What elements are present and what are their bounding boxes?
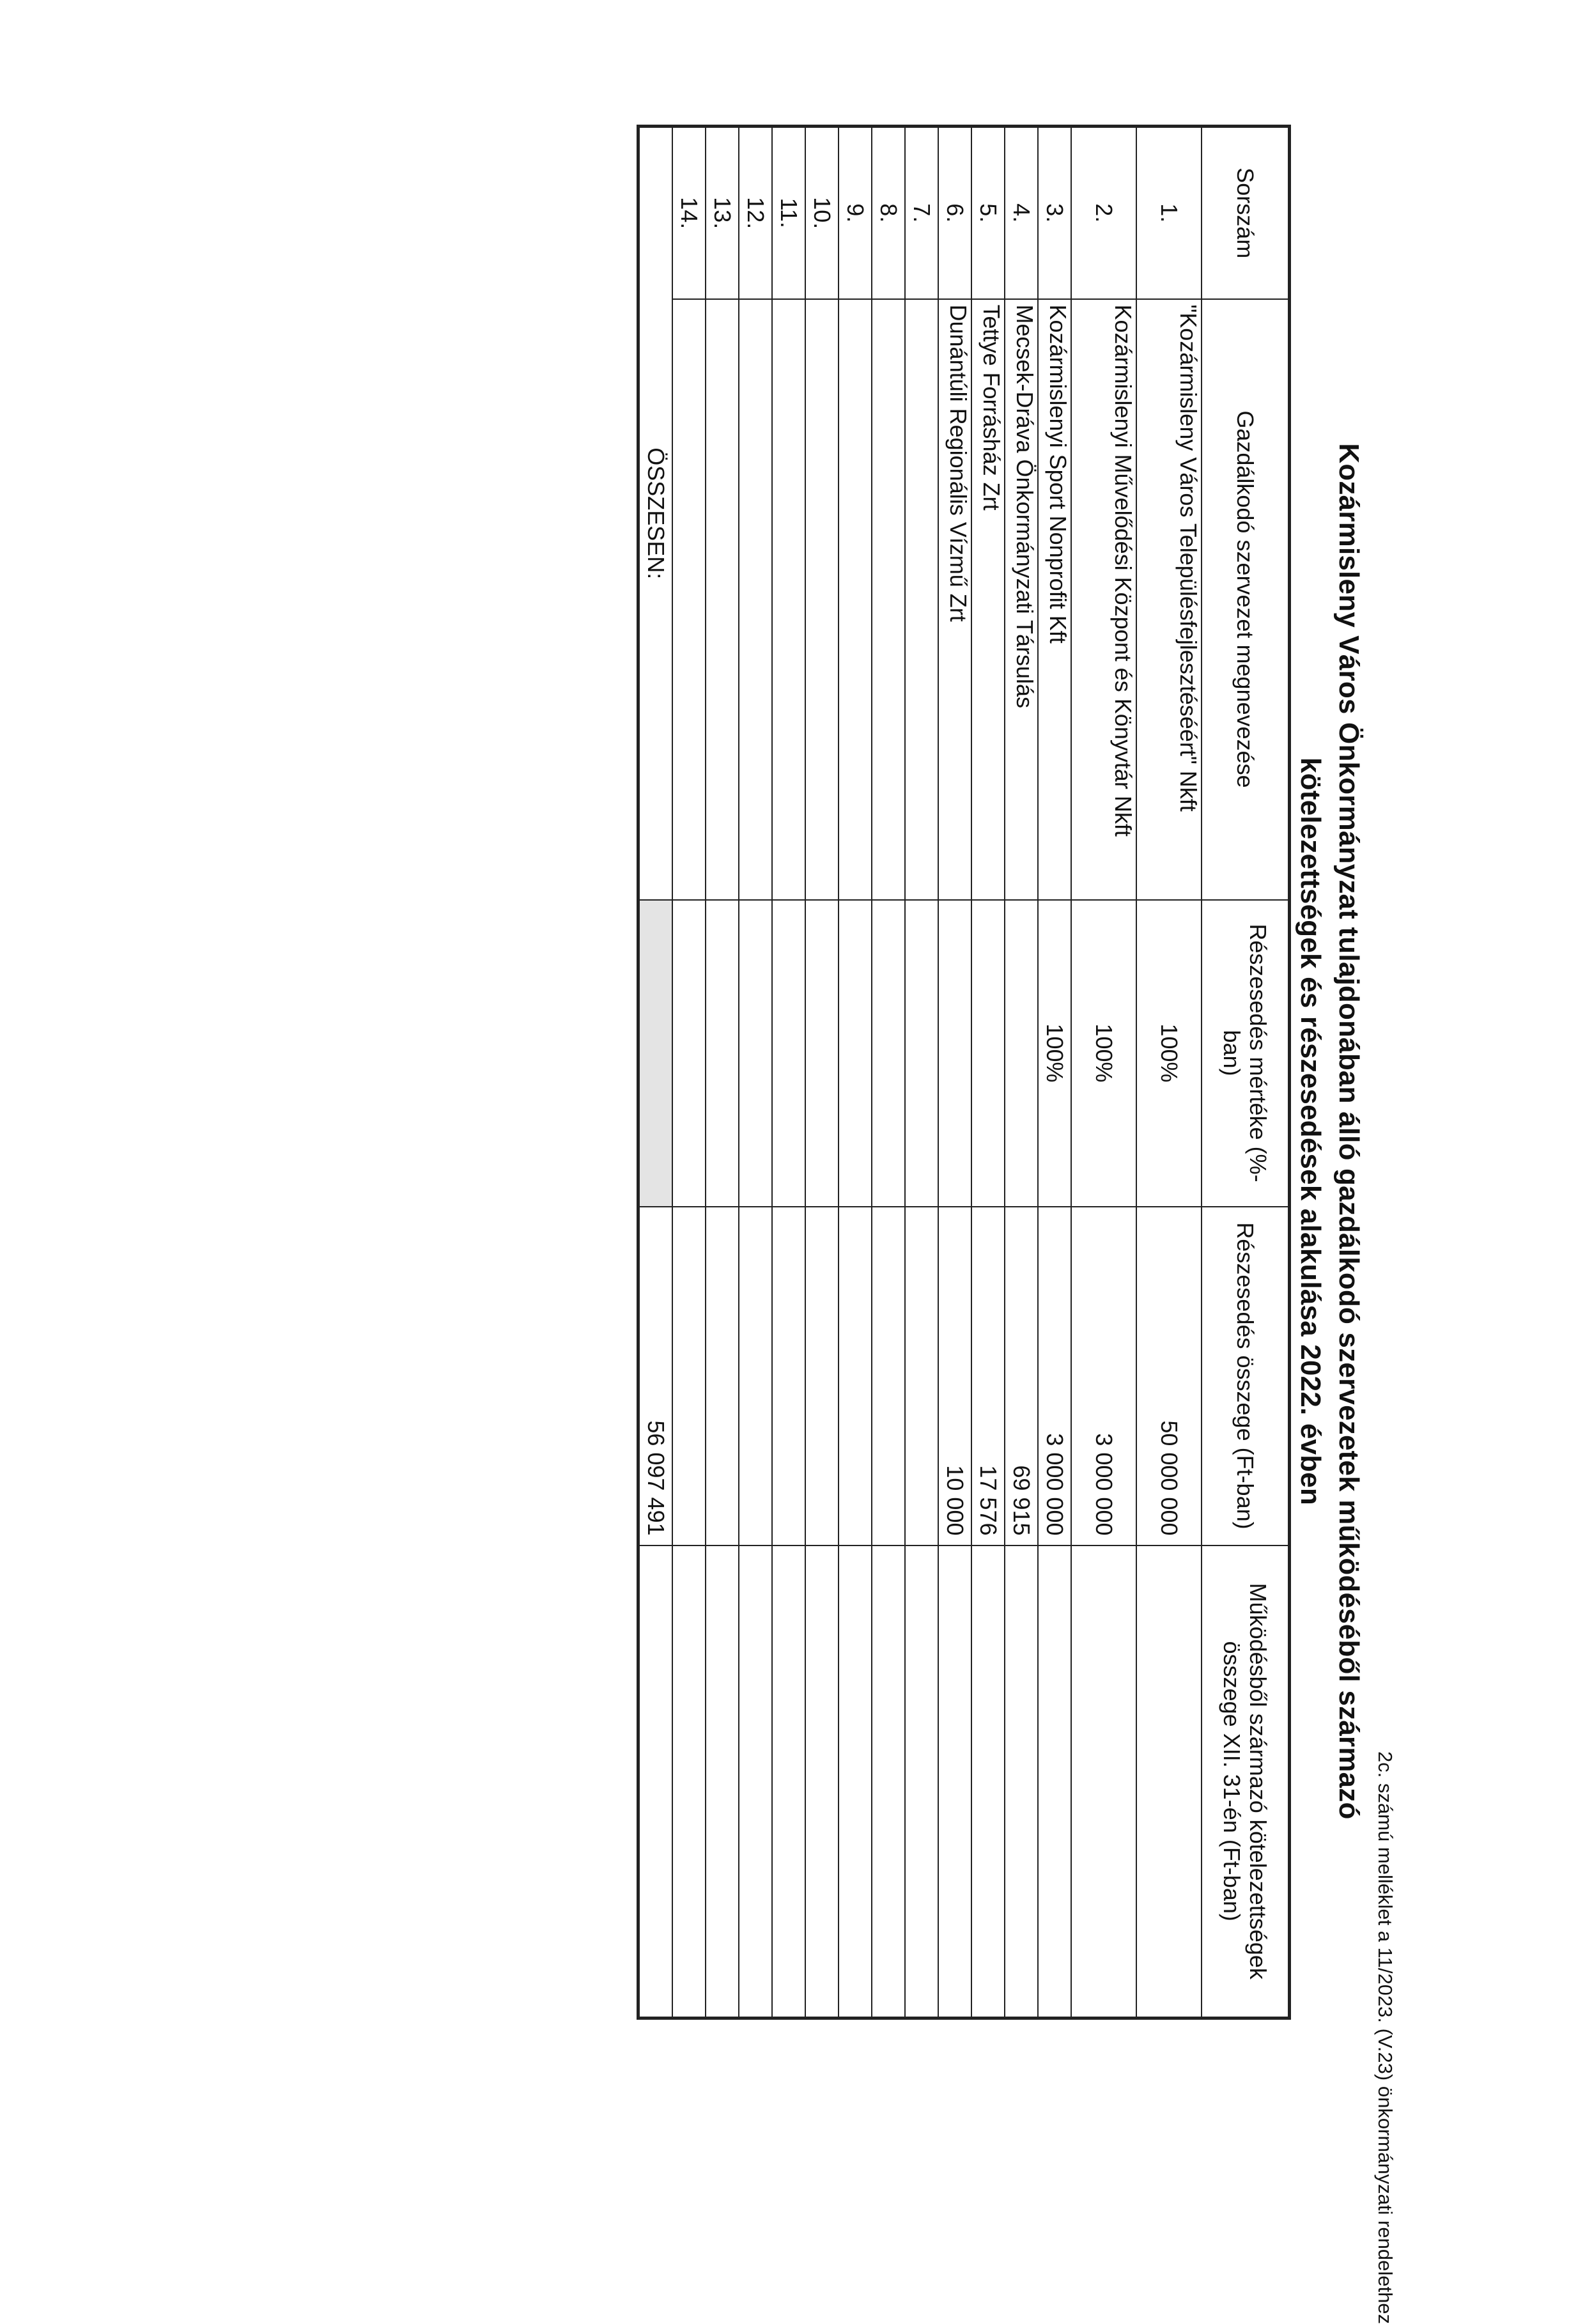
cell-amount: 50 000 000	[1136, 1207, 1202, 1545]
cell-no: 2.	[1071, 127, 1136, 299]
cell-pct: 100%	[1071, 900, 1136, 1207]
total-label: ÖSSZESEN:	[638, 127, 673, 900]
cell-no: 12.	[739, 127, 772, 299]
cell-name	[872, 299, 905, 900]
cell-liab	[971, 1545, 1005, 2018]
cell-name	[839, 299, 872, 900]
cell-pct	[672, 900, 706, 1207]
cell-name	[905, 299, 938, 900]
header-share-amount: Részesedés összege (Ft-ban)	[1202, 1207, 1290, 1545]
table-row	[839, 127, 872, 2018]
total-row	[638, 127, 673, 2018]
table-row	[706, 127, 739, 2018]
total-amount: 56 097 491	[638, 1207, 673, 1545]
cell-liab	[839, 1545, 872, 2018]
table-row	[772, 127, 805, 2018]
cell-pct	[938, 900, 971, 1207]
cell-no: 11.	[772, 127, 805, 299]
table-row	[1071, 127, 1136, 2018]
cell-liab	[872, 1545, 905, 2018]
cell-pct: 100%	[1136, 900, 1202, 1207]
table-row	[1136, 127, 1202, 2018]
header-share-pct: Részesedés mértéke (%-ban)	[1202, 900, 1290, 1207]
cell-pct	[905, 900, 938, 1207]
total-pct-shaded	[638, 900, 673, 1207]
cell-name: Mecsek-Dráva Önkormányzati Társulás	[1005, 299, 1038, 900]
table-row	[938, 127, 971, 2018]
cell-amount: 10 000	[938, 1207, 971, 1545]
cell-name: Tettye Forrásház Zrt	[971, 299, 1005, 900]
table-row	[872, 127, 905, 2018]
cell-pct	[772, 900, 805, 1207]
cell-no: 1.	[1136, 127, 1202, 299]
header-liabilities: Működésből származó kötelezettségek összege XII. 31-én (Ft-ban)	[1202, 1545, 1290, 2018]
cell-liab	[739, 1545, 772, 2018]
cell-pct	[1005, 900, 1038, 1207]
cell-name	[672, 299, 706, 900]
table-row	[672, 127, 706, 2018]
cell-name: Dunántúli Regionális Vízmű Zrt	[938, 299, 971, 900]
page-title-line-2: kötelezettségek és részesedések alakulása 2022. évben	[1295, 757, 1326, 1506]
cell-amount: 3 000 000	[1038, 1207, 1071, 1545]
cell-amount	[706, 1207, 739, 1545]
cell-amount	[905, 1207, 938, 1545]
cell-name: Kozármislenyi Művelődési Központ és Könyvtár Nkft	[1071, 299, 1136, 900]
cell-amount: 69 915	[1005, 1207, 1038, 1545]
cell-liab	[1038, 1545, 1071, 2018]
cell-pct	[739, 900, 772, 1207]
table-row	[739, 127, 772, 2018]
cell-amount	[772, 1207, 805, 1545]
cell-no: 7.	[905, 127, 938, 299]
cell-liab	[772, 1545, 805, 2018]
cell-amount: 3 000 000	[1071, 1207, 1136, 1545]
cell-liab	[1136, 1545, 1202, 2018]
cell-liab	[805, 1545, 839, 2018]
cell-liab	[706, 1545, 739, 2018]
cell-no: 3.	[1038, 127, 1071, 299]
header-name: Gazdálkodó szervezet megnevezése	[1202, 299, 1290, 900]
cell-pct	[872, 900, 905, 1207]
table-row	[1005, 127, 1038, 2018]
header-sorszam: Sorszám	[1202, 127, 1290, 299]
cell-liab	[672, 1545, 706, 2018]
cell-amount	[739, 1207, 772, 1545]
table-row	[971, 127, 1005, 2018]
cell-name	[739, 299, 772, 900]
cell-amount	[839, 1207, 872, 1545]
cell-liab	[905, 1545, 938, 2018]
cell-no: 14.	[672, 127, 706, 299]
cell-name: "Kozármisleny Város Településfejlesztéséért" Nkft	[1136, 299, 1202, 900]
cell-no: 6.	[938, 127, 971, 299]
cell-no: 13.	[706, 127, 739, 299]
cell-liab	[1071, 1545, 1136, 2018]
cell-amount: 17 576	[971, 1207, 1005, 1545]
cell-pct	[805, 900, 839, 1207]
cell-no: 10.	[805, 127, 839, 299]
table-row	[805, 127, 839, 2018]
cell-pct	[971, 900, 1005, 1207]
cell-liab	[1005, 1545, 1038, 2018]
cell-pct	[706, 900, 739, 1207]
table-header-row	[1202, 127, 1290, 2018]
cell-no: 8.	[872, 127, 905, 299]
cell-amount	[805, 1207, 839, 1545]
table-row	[1038, 127, 1071, 2018]
cell-no: 5.	[971, 127, 1005, 299]
cell-name	[706, 299, 739, 900]
cell-pct	[839, 900, 872, 1207]
holdings-table	[637, 125, 1291, 2020]
page-title-line-1: Kozármisleny Város Önkormányzat tulajdonában álló gazdálkodó szervezetek működéséből származó	[1333, 443, 1365, 1820]
cell-pct: 100%	[1038, 900, 1071, 1207]
reference-note: 2c. számú melléklet a 11/2023. (V.23) önkormányzati rendelethez	[1374, 1751, 1396, 2324]
cell-amount	[872, 1207, 905, 1545]
cell-name	[805, 299, 839, 900]
cell-no: 4.	[1005, 127, 1038, 299]
cell-name: Kozármislenyi Sport Nonprofit Kft	[1038, 299, 1071, 900]
cell-name	[772, 299, 805, 900]
table-row	[905, 127, 938, 2018]
cell-liab	[938, 1545, 971, 2018]
cell-no: 9.	[839, 127, 872, 299]
cell-amount	[672, 1207, 706, 1545]
total-liab	[638, 1545, 673, 2018]
